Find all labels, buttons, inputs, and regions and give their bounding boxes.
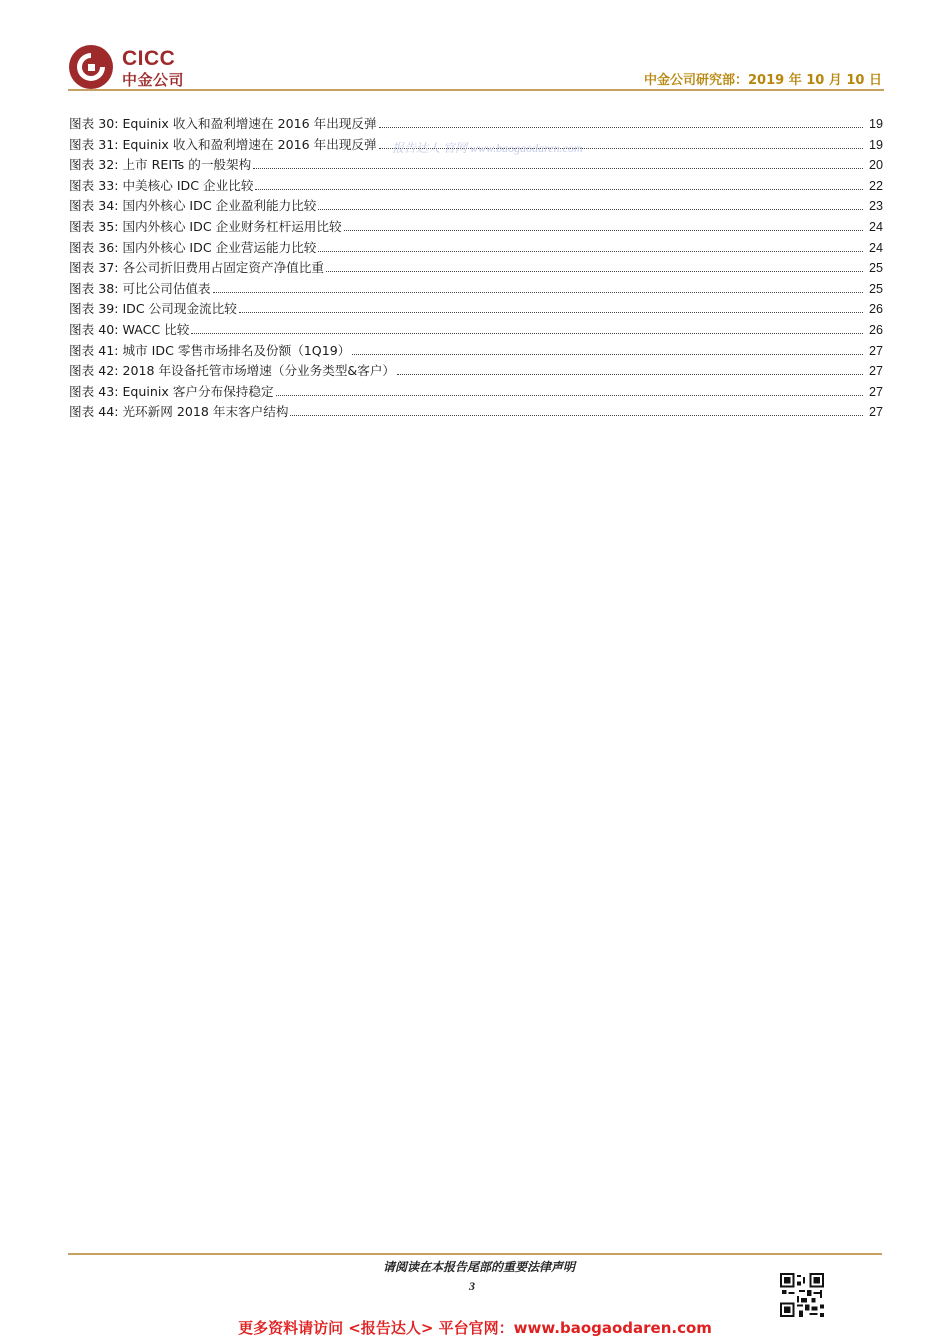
toc-entry-title[interactable]: 图表 31: Equinix 收入和盈利增速在 2016 年出现反弹 xyxy=(69,136,377,152)
toc-dot-leader xyxy=(290,403,863,416)
cicc-coin-logo-icon xyxy=(68,44,114,90)
toc-entry-page[interactable]: 26 xyxy=(868,322,883,337)
toc-dot-leader xyxy=(191,321,863,334)
toc-entry[interactable] xyxy=(69,238,883,259)
header-department-date: 中金公司研究部：2019 年 10 月 10 日 xyxy=(644,73,882,88)
toc-entry-title[interactable]: 图表 37: 各公司折旧费用占固定资产净值比重 xyxy=(69,260,324,276)
toc-entry-title[interactable]: 图表 41: 城市 IDC 零售市场排名及份额（1Q19） xyxy=(69,342,351,358)
logo-text-cn: 中金公司 xyxy=(122,71,185,89)
toc-entry[interactable] xyxy=(69,341,883,362)
toc-entry-title[interactable]: 图表 40: WACC 比较 xyxy=(69,321,190,337)
footer-divider xyxy=(68,1253,882,1255)
toc-entry-title[interactable]: 图表 43: Equinix 客户分布保持稳定 xyxy=(69,383,274,399)
toc-entry[interactable] xyxy=(69,402,883,423)
toc-entry[interactable] xyxy=(69,114,883,135)
toc-entry-title[interactable]: 图表 44: 光环新网 2018 年末客户结构 xyxy=(69,404,289,420)
toc-dot-leader xyxy=(344,218,863,231)
toc-entry-title[interactable]: 图表 36: 国内外核心 IDC 企业营运能力比较 xyxy=(69,239,317,255)
page-number: 3 xyxy=(469,1279,475,1293)
toc-entry-title[interactable]: 图表 33: 中美核心 IDC 企业比较 xyxy=(69,177,254,193)
toc-entry-page[interactable]: 24 xyxy=(868,219,883,234)
cicc-logo xyxy=(68,44,198,92)
toc-entry[interactable] xyxy=(69,258,883,279)
toc-dot-leader xyxy=(239,300,863,313)
toc-entry-page[interactable]: 22 xyxy=(868,178,883,193)
toc-entry-title[interactable]: 图表 42: 2018 年设备托管市场增速（分业务类型&客户） xyxy=(69,363,396,379)
toc-entry[interactable] xyxy=(69,217,883,238)
watermark: 报告达人 官网 www.baogaodaren.com xyxy=(392,141,583,155)
toc-entry-page[interactable]: 26 xyxy=(868,302,883,317)
toc-dot-leader xyxy=(397,362,863,375)
toc-entry-page[interactable]: 20 xyxy=(868,158,883,173)
toc-entry-title[interactable]: 图表 30: Equinix 收入和盈利增速在 2016 年出现反弹 xyxy=(69,116,377,131)
toc-dot-leader xyxy=(318,239,863,252)
legal-disclaimer: 请阅读在本报告尾部的重要法律声明 xyxy=(383,1260,576,1274)
toc-entry-page[interactable]: 27 xyxy=(868,343,883,358)
toc-dot-leader xyxy=(379,115,863,128)
toc-entry-page[interactable]: 27 xyxy=(868,384,883,399)
toc-entry[interactable] xyxy=(69,155,883,176)
toc-entry-page[interactable]: 19 xyxy=(868,117,883,131)
toc-entry-page[interactable]: 27 xyxy=(868,405,883,420)
toc-entry-title[interactable]: 图表 38: 可比公司估值表 xyxy=(69,280,211,296)
toc-entry[interactable] xyxy=(69,361,883,382)
toc-dot-leader xyxy=(318,197,863,210)
toc-entry[interactable] xyxy=(69,176,883,197)
toc-dot-leader xyxy=(326,259,863,272)
toc-dot-leader xyxy=(213,280,863,293)
toc-entry-page[interactable]: 25 xyxy=(868,281,883,296)
toc-entry[interactable] xyxy=(69,279,883,300)
qr-code-icon[interactable] xyxy=(780,1273,824,1317)
toc-dot-leader xyxy=(255,177,863,190)
toc-entry[interactable] xyxy=(69,299,883,320)
toc-entry-title[interactable]: 图表 32: 上市 REITs 的一般架构 xyxy=(69,157,252,173)
promo-banner[interactable]: 更多资料请访问 <报告达人> 平台官网：www.baogaodaren.com xyxy=(238,1319,712,1337)
toc-entry-title[interactable]: 图表 34: 国内外核心 IDC 企业盈利能力比较 xyxy=(69,198,317,214)
logo-text-en: CICC xyxy=(122,47,176,70)
toc-entry-page[interactable]: 23 xyxy=(868,199,883,214)
toc-dot-leader xyxy=(352,342,863,355)
header-divider xyxy=(68,89,884,91)
toc-entry-page[interactable]: 25 xyxy=(868,261,883,276)
toc-dot-leader xyxy=(276,383,863,396)
toc-entry-page[interactable]: 24 xyxy=(868,240,883,255)
toc-entry[interactable] xyxy=(69,382,883,403)
toc-entry[interactable] xyxy=(69,196,883,217)
figure-list xyxy=(69,114,883,423)
toc-entry-page[interactable]: 19 xyxy=(868,137,883,152)
toc-entry-page[interactable]: 27 xyxy=(868,364,883,379)
toc-entry-title[interactable]: 图表 39: IDC 公司现金流比较 xyxy=(69,301,237,317)
toc-entry-title[interactable]: 图表 35: 国内外核心 IDC 企业财务杠杆运用比较 xyxy=(69,218,342,234)
toc-entry[interactable] xyxy=(69,320,883,341)
toc-dot-leader xyxy=(253,156,863,169)
